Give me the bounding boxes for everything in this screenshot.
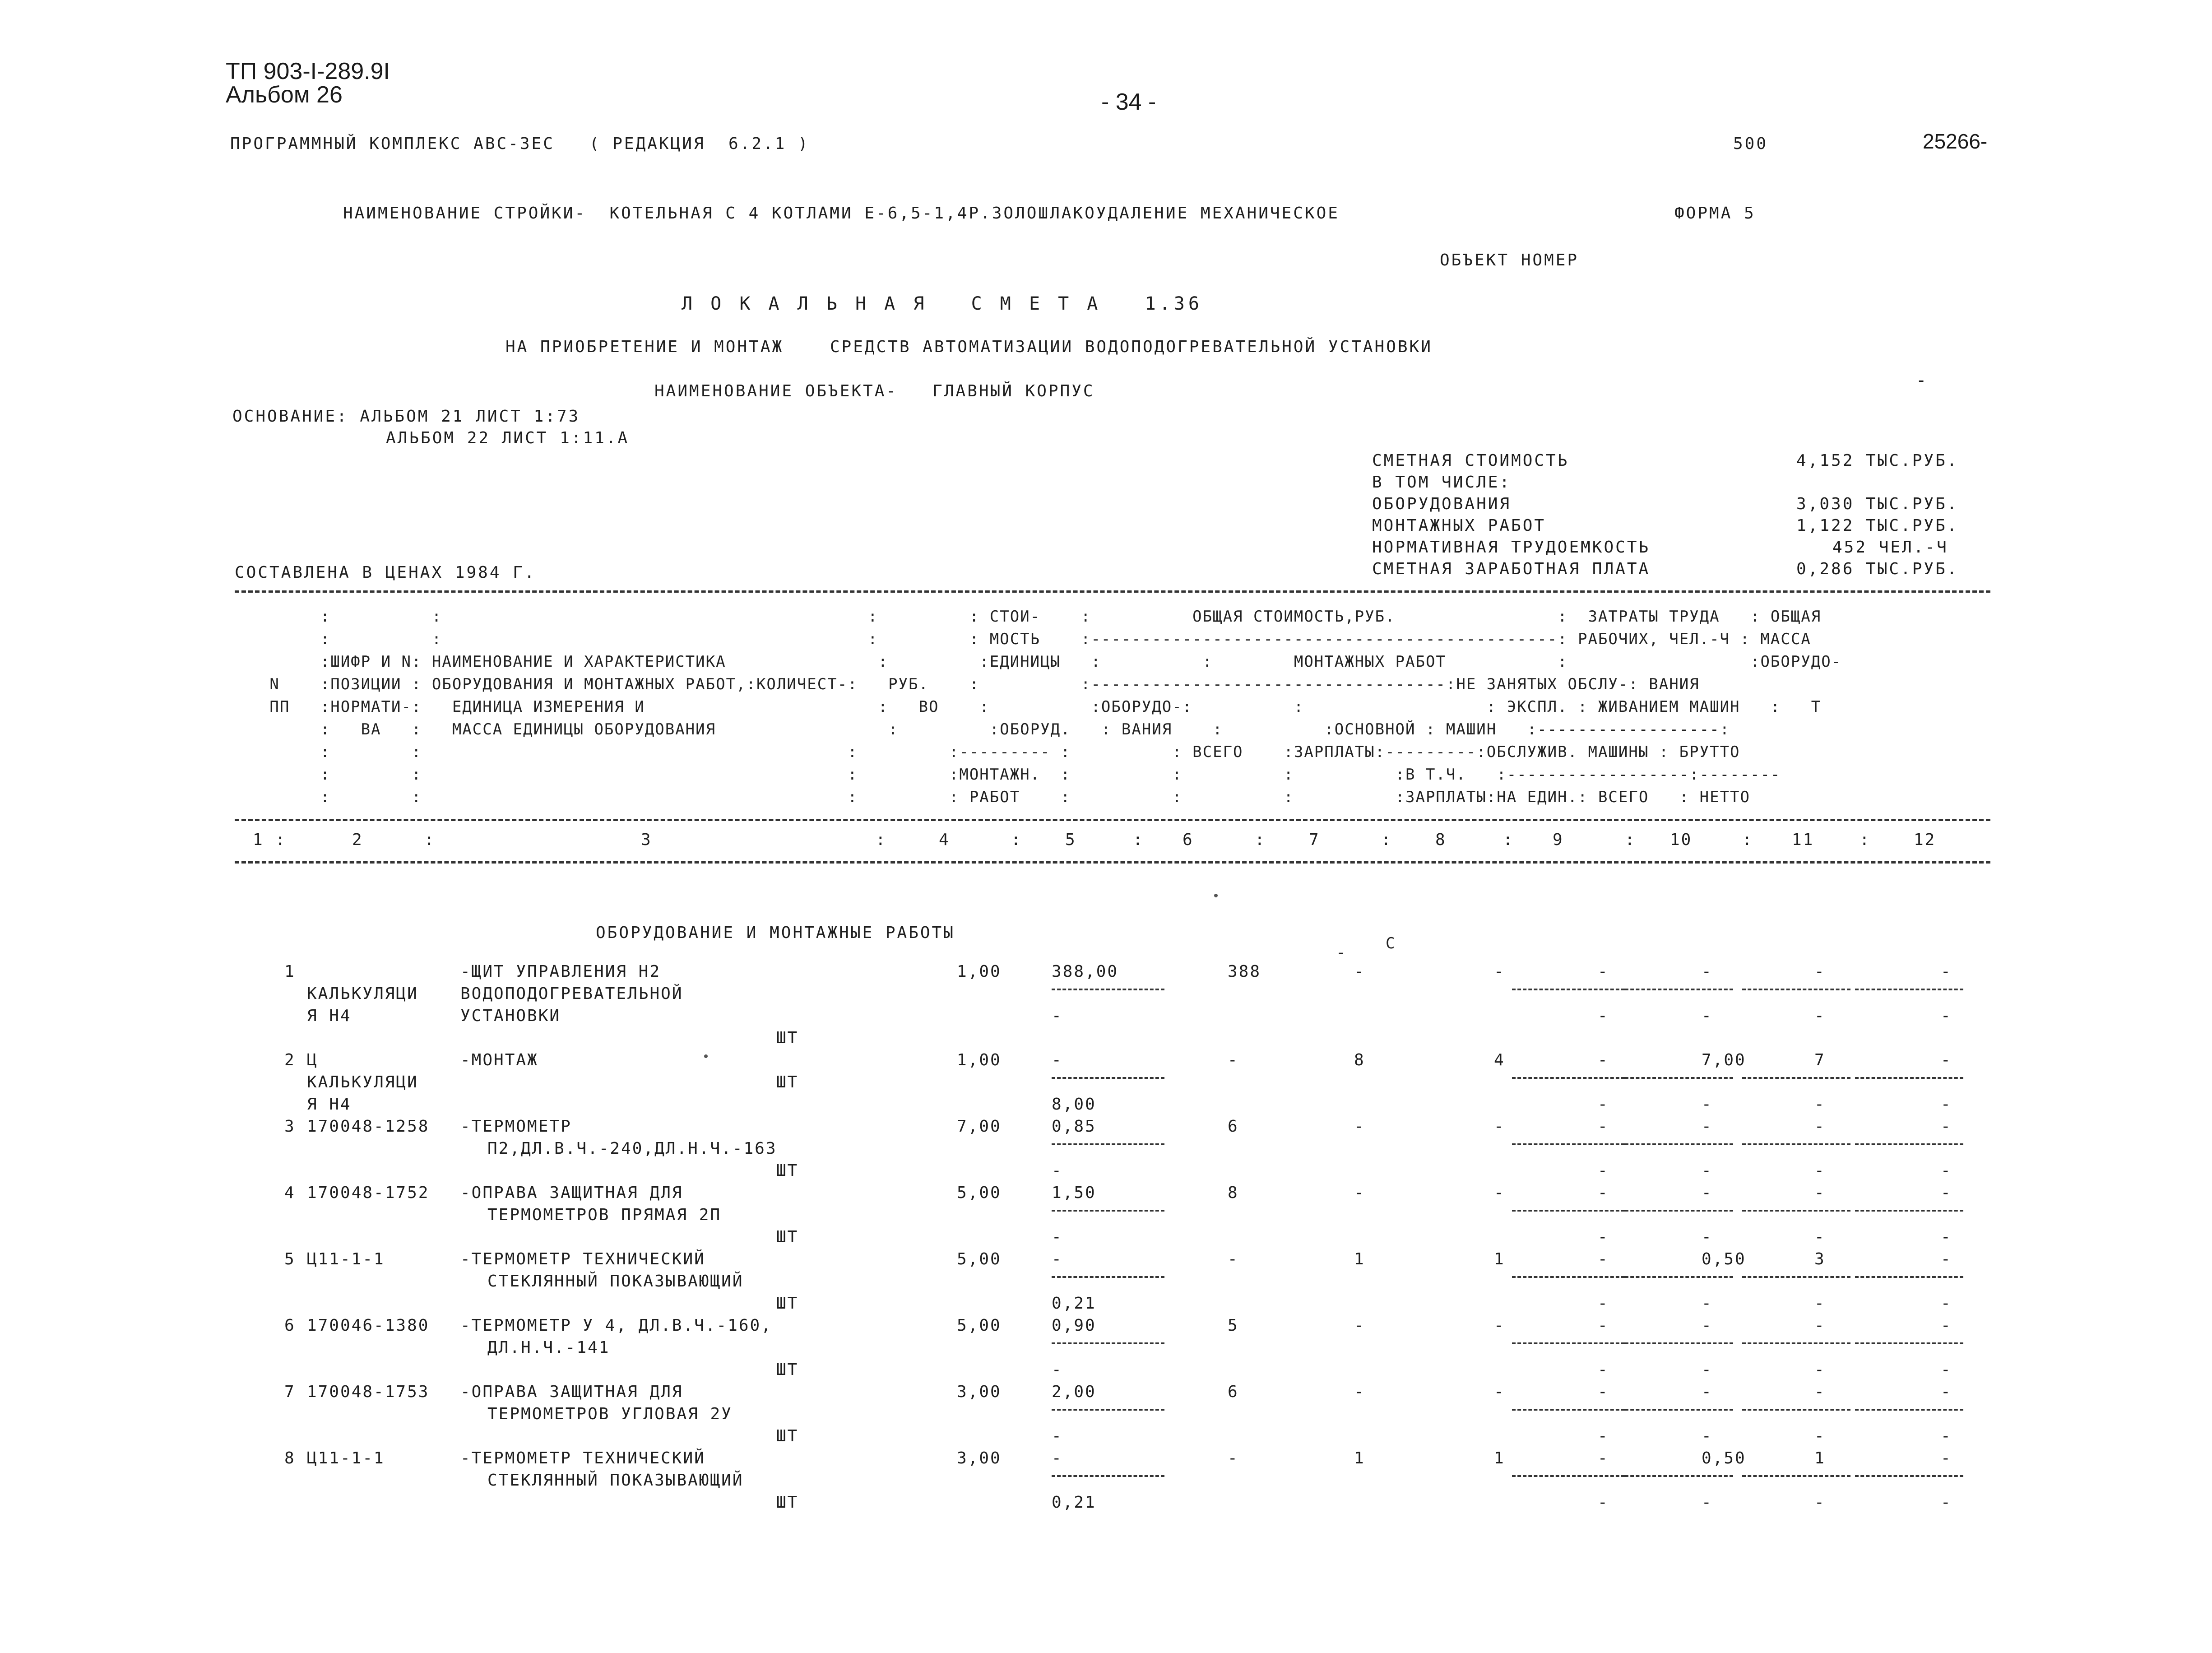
- cell-base: 1: [1494, 1449, 1505, 1467]
- cell-unit-cost: -: [1052, 1449, 1063, 1467]
- cell-unit: 7,00: [1702, 1051, 1746, 1069]
- cell-unit: -: [1702, 1228, 1713, 1246]
- sheet-number: 25266-: [1923, 130, 1988, 153]
- cell-expl: -: [1598, 1117, 1609, 1136]
- cell-qty: 1,00: [957, 1051, 1002, 1069]
- table-row: [235, 1360, 1990, 1383]
- table-row: [235, 1139, 1990, 1162]
- summary-value: 0,286 ТЫС.РУБ.: [1796, 560, 1959, 578]
- page-number: - 34 -: [1101, 89, 1156, 115]
- cell-mass: -: [1941, 1383, 1952, 1401]
- cell-mass: -: [1941, 1007, 1952, 1025]
- cell-unit-cost: 0,85: [1052, 1117, 1096, 1136]
- col-num: 9: [1553, 831, 1564, 849]
- cell-mass: -: [1941, 1117, 1952, 1136]
- cell-all: -: [1814, 1095, 1826, 1114]
- header-line: : ВА : МАССА ЕДИНИЦЫ ОБОРУДОВАНИЯ : :ОБОРУД. : ВАНИЯ : :ОСНОВНОЙ : МАШИН :------------------:: [239, 720, 1730, 738]
- cell-all: -: [1814, 1294, 1826, 1313]
- table-row: [235, 1471, 1990, 1494]
- cell-expl: -: [1598, 1449, 1609, 1467]
- summary-value: 452 ЧЕЛ.-Ч: [1832, 538, 1948, 557]
- table-row: [235, 1184, 1990, 1206]
- cell-total: 1: [1354, 1449, 1365, 1467]
- table-row: [235, 1161, 1990, 1184]
- cell-base: -: [1494, 962, 1505, 981]
- cell-equip: 388: [1228, 962, 1261, 981]
- cell-name: -ОПРАВА ЗАЩИТНАЯ ДЛЯ: [460, 1383, 683, 1401]
- header-line: N :ПОЗИЦИИ : ОБОРУДОВАНИЯ И МОНТАЖНЫХ РАБОТ,:КОЛИЧЕСТ-: РУБ. : :-----------------------------------:НЕ ЗАНЯТЫХ ОБСЛУ-: ВАНИЯ: [239, 675, 1700, 693]
- cell-name: ДЛ.Н.Ч.-141: [487, 1338, 610, 1357]
- cell-unit: -: [1702, 1316, 1713, 1335]
- cell-all: -: [1814, 1360, 1826, 1379]
- col-num: 11: [1792, 831, 1814, 849]
- col-num: 12: [1914, 831, 1936, 849]
- cell-unit: -: [1702, 1184, 1713, 1202]
- cell-code: Ц11-1-1: [307, 1449, 385, 1467]
- column-numbers: 1 : 2 : 3 : 4 : 5 : 6 : 7 : 8 : 9 : 10 : 11 : 12: [253, 831, 1936, 849]
- cell-base: 1: [1494, 1250, 1505, 1268]
- cell-name: СТЕКЛЯННЫЙ ПОКАЗЫВАЮЩИЙ: [487, 1272, 744, 1291]
- cell-base: -: [1494, 1316, 1505, 1335]
- cell-code: Я Н4: [307, 1007, 352, 1025]
- cell-unit-cost: 0,21: [1052, 1493, 1096, 1512]
- cell-total: -: [1354, 1383, 1365, 1401]
- cell-code: Ц: [307, 1051, 318, 1069]
- col-num: 4: [939, 831, 950, 849]
- header-line: : : : :--------- : : ВСЕГО :ЗАРПЛАТЫ:---------:ОБСЛУЖИВ. МАШИНЫ : БРУТТО: [239, 743, 1740, 761]
- cell-all: -: [1814, 1117, 1826, 1136]
- estimate-purpose: НА ПРИОБРЕТЕНИЕ И МОНТАЖ СРЕДСТВ АВТОМАТИЗАЦИИ ВОДОПОДОГРЕВАТЕЛЬНОЙ УСТАНОВКИ: [505, 338, 1433, 356]
- cell-unit: -: [1702, 1007, 1713, 1025]
- cell-name: СТЕКЛЯННЫЙ ПОКАЗЫВАЮЩИЙ: [487, 1471, 744, 1490]
- cell-expl: -: [1598, 1228, 1609, 1246]
- cell-unit-cost: -: [1052, 1161, 1063, 1180]
- cell-name: ВОДОПОДОГРЕВАТЕЛЬНОЙ: [460, 984, 683, 1003]
- document-code: ТП 903-I-289.9I: [226, 58, 390, 84]
- cell-all: -: [1814, 1316, 1826, 1335]
- cell-unit: -: [1702, 1493, 1713, 1512]
- cell-unit: -: [1702, 1383, 1713, 1401]
- cell-name: -ТЕРМОМЕТР: [460, 1117, 572, 1136]
- table-row: [235, 1007, 1990, 1029]
- cell-unit: -: [1702, 1095, 1713, 1114]
- cell-name: -ТЕРМОМЕТР У 4, ДЛ.В.Ч.-160,: [460, 1316, 772, 1335]
- cell-equip: 8: [1228, 1184, 1239, 1202]
- header-line: : : : : СТОИ- : ОБЩАЯ СТОИМОСТЬ,РУБ. : ЗАТРАТЫ ТРУДА : ОБЩАЯ: [239, 608, 1822, 626]
- summary-value: 1,122 ТЫС.РУБ.: [1796, 516, 1959, 535]
- cell-qty: 3,00: [957, 1383, 1002, 1401]
- cell-n: 3: [284, 1117, 296, 1136]
- cell-total: 1: [1354, 1250, 1365, 1268]
- cell-name: П2,ДЛ.В.Ч.-240,ДЛ.Н.Ч.-163: [487, 1139, 777, 1158]
- cell-n: 5: [284, 1250, 296, 1268]
- cell-all: -: [1814, 1007, 1826, 1025]
- form-label: ФОРМА 5: [1674, 204, 1756, 223]
- cell-equip: 6: [1228, 1383, 1239, 1401]
- cell-equip: 6: [1228, 1117, 1239, 1136]
- cell-mass: -: [1941, 1449, 1952, 1467]
- cell-expl: -: [1598, 1383, 1609, 1401]
- cell-total: -: [1354, 1117, 1365, 1136]
- cell-code: КАЛЬКУЛЯЦИ: [307, 984, 418, 1003]
- cell-n: 7: [284, 1383, 296, 1401]
- col-num: 8: [1435, 831, 1447, 849]
- object-name: НАИМЕНОВАНИЕ ОБЪЕКТА- ГЛАВНЫЙ КОРПУС: [654, 382, 1095, 400]
- cell-code: 170048-1258: [307, 1117, 430, 1136]
- cell-unit-cost: -: [1052, 1051, 1063, 1069]
- cell-code: 170048-1753: [307, 1383, 430, 1401]
- cell-code: Ц11-1-1: [307, 1250, 385, 1268]
- col-num: 1: [253, 831, 264, 849]
- cell-qty: 1,00: [957, 962, 1002, 981]
- table-row: [235, 1272, 1990, 1295]
- cell-name: -ТЕРМОМЕТР ТЕХНИЧЕСКИЙ: [460, 1449, 705, 1467]
- cell-unit-cost: 1,50: [1052, 1184, 1096, 1202]
- col-num: 6: [1183, 831, 1194, 849]
- col-num: 3: [641, 831, 652, 849]
- cell-unit-cost: -: [1052, 1360, 1063, 1379]
- cell-equip: -: [1228, 1250, 1239, 1268]
- cell-name: УСТАНОВКИ: [460, 1007, 561, 1025]
- header-line: : : : : РАБОТ : : : :ЗАРПЛАТЫ:НА ЕДИН.: ВСЕГО : НЕТТО: [239, 788, 1750, 806]
- table-row: [235, 1117, 1990, 1140]
- cell-unit: -: [1702, 1161, 1713, 1180]
- cell-unit: 0,50: [1702, 1449, 1746, 1467]
- table-top-rule: [235, 590, 1990, 593]
- object-number: ОБЪЕКТ НОМЕР: [1440, 251, 1579, 269]
- cell-unit-cost: -: [1052, 1228, 1063, 1246]
- cell-mass: -: [1941, 1493, 1952, 1512]
- cell-all: -: [1814, 1427, 1826, 1445]
- col-num: 7: [1309, 831, 1320, 849]
- cell-total: -: [1354, 1184, 1365, 1202]
- cell-expl: -: [1598, 1316, 1609, 1335]
- album-label: Альбом 26: [226, 82, 343, 108]
- prices-basis: СОСТАВЛЕНА В ЦЕНАХ 1984 Г.: [235, 563, 536, 582]
- cell-base: 4: [1494, 1051, 1505, 1069]
- table-row: [235, 1449, 1990, 1472]
- cell-n: 6: [284, 1316, 296, 1335]
- cell-expl: -: [1598, 1095, 1609, 1114]
- table-row: [235, 962, 1990, 985]
- cell-all: -: [1814, 1228, 1826, 1246]
- table-row: [235, 1294, 1990, 1317]
- program-name: ПРОГРАММНЫЙ КОМПЛЕКС АВС-3ЕС ( РЕДАКЦИЯ 6.2.1 ): [230, 135, 810, 153]
- cell-unit-cost: 2,00: [1052, 1383, 1096, 1401]
- summary-label: НОРМАТИВНАЯ ТРУДОЕМКОСТЬ: [1372, 538, 1651, 557]
- cell-mass: -: [1941, 1228, 1952, 1246]
- cell-unit: 0,50: [1702, 1250, 1746, 1268]
- table-row: [235, 1405, 1990, 1427]
- cell-all: -: [1814, 1383, 1826, 1401]
- cell-base: -: [1494, 1383, 1505, 1401]
- cell-mass: -: [1941, 1316, 1952, 1335]
- cell-expl: -: [1598, 1051, 1609, 1069]
- cell-expl: -: [1598, 1360, 1609, 1379]
- table-row: [235, 1383, 1990, 1405]
- section-title: ОБОРУДОВАНИЕ И МОНТАЖНЫЕ РАБОТЫ: [596, 924, 955, 942]
- summary-label: СМЕТНАЯ СТОИМОСТЬ: [1372, 451, 1569, 470]
- table-row: [235, 1427, 1990, 1449]
- scan-mark: С: [1386, 934, 1395, 952]
- scan-speck: [1214, 894, 1218, 897]
- cell-mass: -: [1941, 1051, 1952, 1069]
- cell-mass: -: [1941, 1184, 1952, 1202]
- cell-name: -ЩИТ УПРАВЛЕНИЯ Н2: [460, 962, 661, 981]
- table-row: [235, 1206, 1990, 1228]
- cell-code: КАЛЬКУЛЯЦИ: [307, 1073, 418, 1091]
- summary-label: МОНТАЖНЫХ РАБОТ: [1372, 516, 1546, 535]
- cell-expl: -: [1598, 1427, 1609, 1445]
- cell-name: -ТЕРМОМЕТР ТЕХНИЧЕСКИЙ: [460, 1250, 705, 1268]
- cell-n: 8: [284, 1449, 296, 1467]
- table-row: [235, 1338, 1990, 1361]
- scan-mark: -: [1336, 943, 1346, 962]
- cell-unit: -: [1702, 1294, 1713, 1313]
- cell-unit: -: [1702, 1360, 1713, 1379]
- cell-expl: -: [1598, 1250, 1609, 1268]
- cell-expl: -: [1598, 1007, 1609, 1025]
- cell-expl: -: [1598, 1184, 1609, 1202]
- cell-name: -ОПРАВА ЗАЩИТНАЯ ДЛЯ: [460, 1184, 683, 1202]
- table-row: [235, 984, 1990, 1007]
- cell-name: ШТ: [776, 1161, 799, 1180]
- table-row: [235, 1228, 1990, 1250]
- cell-name: ШТ: [776, 1360, 799, 1379]
- summary-label: ОБОРУДОВАНИЯ: [1372, 495, 1512, 513]
- table-row: [235, 1250, 1990, 1272]
- cell-all: -: [1814, 962, 1826, 981]
- cell-unit: -: [1702, 962, 1713, 981]
- cell-qty: 3,00: [957, 1449, 1002, 1467]
- cell-unit-cost: 0,90: [1052, 1316, 1096, 1335]
- cell-unit-cost: 388,00: [1052, 962, 1119, 981]
- cell-name: ШТ: [776, 1228, 799, 1246]
- cell-code: Я Н4: [307, 1095, 352, 1114]
- table-row: [235, 1051, 1990, 1073]
- cell-expl: -: [1598, 1294, 1609, 1313]
- cell-name: ТЕРМОМЕТРОВ ПРЯМАЯ 2П: [487, 1206, 722, 1224]
- cell-code: 170048-1752: [307, 1184, 430, 1202]
- cell-equip: -: [1228, 1051, 1239, 1069]
- header-line: :ШИФР И N: НАИМЕНОВАНИЕ И ХАРАКТЕРИСТИКА : :ЕДИНИЦЫ : : МОНТАЖНЫХ РАБОТ : :ОБОРУДО-: [239, 653, 1842, 671]
- cell-all: 7: [1814, 1051, 1826, 1069]
- basis-line-1: ОСНОВАНИЕ: АЛЬБОМ 21 ЛИСТ 1:73: [232, 407, 580, 426]
- construction-name: НАИМЕНОВАНИЕ СТРОЙКИ- КОТЕЛЬНАЯ С 4 КОТЛАМИ Е-6,5-1,4Р.ЗОЛОШЛАКОУДАЛЕНИЕ МЕХАНИЧЕСКОЕ: [343, 204, 1340, 223]
- cell-all: -: [1814, 1161, 1826, 1180]
- cell-mass: -: [1941, 1250, 1952, 1268]
- cell-all: 3: [1814, 1250, 1826, 1268]
- cell-qty: 5,00: [957, 1184, 1002, 1202]
- cell-all: -: [1814, 1184, 1826, 1202]
- header-line: : : : : МОСТЬ :----------------------------------------------: РАБОЧИХ, ЧЕЛ.-Ч : МАССА: [239, 630, 1811, 648]
- cell-n: 4: [284, 1184, 296, 1202]
- cell-equip: 5: [1228, 1316, 1239, 1335]
- cell-unit-cost: 0,21: [1052, 1294, 1096, 1313]
- cell-mass: -: [1941, 1161, 1952, 1180]
- cell-name: ШТ: [776, 1073, 799, 1091]
- cell-total: -: [1354, 1316, 1365, 1335]
- table-row: [235, 1095, 1990, 1118]
- cell-unit-cost: -: [1052, 1427, 1063, 1445]
- cell-code: 170046-1380: [307, 1316, 430, 1335]
- cell-qty: 7,00: [957, 1117, 1002, 1136]
- cell-name: -МОНТАЖ: [460, 1051, 538, 1069]
- basis-line-2: АЛЬБОМ 22 ЛИСТ 1:11.А: [386, 429, 630, 447]
- cell-name: ШТ: [776, 1294, 799, 1313]
- cell-n: 2: [284, 1051, 296, 1069]
- cell-equip: -: [1228, 1449, 1239, 1467]
- cell-mass: -: [1941, 1427, 1952, 1445]
- table-row: [235, 1029, 1990, 1051]
- cell-name: ШТ: [776, 1427, 799, 1445]
- cell-unit-cost: -: [1052, 1250, 1063, 1268]
- summary-label: СМЕТНАЯ ЗАРАБОТНАЯ ПЛАТА: [1372, 560, 1651, 578]
- header-line: ПП :НОРМАТИ-: ЕДИНИЦА ИЗМЕРЕНИЯ И : ВО : :ОБОРУДО-: : : ЭКСПЛ. : ЖИВАНИЕМ МАШИН : Т: [239, 698, 1822, 716]
- col-num: 10: [1670, 831, 1693, 849]
- cell-qty: 5,00: [957, 1250, 1002, 1268]
- col-num: 5: [1065, 831, 1076, 849]
- cell-name: ШТ: [776, 1029, 799, 1047]
- table-row: [235, 1073, 1990, 1096]
- summary-label: В ТОМ ЧИСЛЕ:: [1372, 473, 1512, 492]
- cell-total: 8: [1354, 1051, 1365, 1069]
- cell-base: -: [1494, 1184, 1505, 1202]
- cell-unit-cost: 8,00: [1052, 1095, 1096, 1114]
- cell-name: ТЕРМОМЕТРОВ УГЛОВАЯ 2У: [487, 1405, 733, 1423]
- header-line: : : : :МОНТАЖН. : : : :В Т.Ч. :------------------:--------: [239, 766, 1781, 784]
- cell-expl: -: [1598, 962, 1609, 981]
- cell-n: 1: [284, 962, 296, 981]
- cell-mass: -: [1941, 1294, 1952, 1313]
- cell-unit: -: [1702, 1117, 1713, 1136]
- cell-unit: -: [1702, 1427, 1713, 1445]
- table-row: [235, 1316, 1990, 1339]
- cell-unit-cost: -: [1052, 1007, 1063, 1025]
- header-bottom-rule: [235, 819, 1990, 821]
- cell-expl: -: [1598, 1493, 1609, 1512]
- summary-value: 4,152 ТЫС.РУБ.: [1796, 451, 1959, 470]
- corner-mark: -: [1918, 370, 1924, 390]
- cell-base: -: [1494, 1117, 1505, 1136]
- cell-total: -: [1354, 962, 1365, 981]
- table-row: [235, 1493, 1990, 1516]
- program-number: 500: [1733, 135, 1768, 153]
- col-num: 2: [352, 831, 363, 849]
- cell-mass: -: [1941, 1360, 1952, 1379]
- cell-all: 1: [1814, 1449, 1826, 1467]
- cell-name: ШТ: [776, 1493, 799, 1512]
- cell-mass: -: [1941, 962, 1952, 981]
- cell-all: -: [1814, 1493, 1826, 1512]
- estimate-title: Л О К А Л Ь Н А Я С М Е Т А 1.36: [682, 293, 1203, 314]
- cell-mass: -: [1941, 1095, 1952, 1114]
- numbers-bottom-rule: [235, 861, 1990, 864]
- cell-qty: 5,00: [957, 1316, 1002, 1335]
- cell-expl: -: [1598, 1161, 1609, 1180]
- summary-value: 3,030 ТЫС.РУБ.: [1796, 495, 1959, 513]
